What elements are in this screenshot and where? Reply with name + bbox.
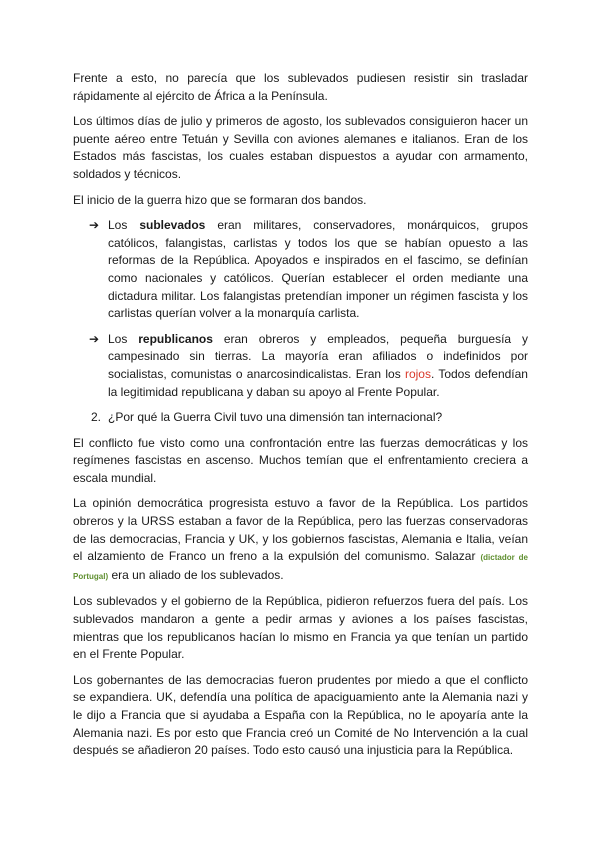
bullet-text: eran militares, conservadores, monárquicos, grupos católicos, falangistas, carlistas y todos los que se habían opuesto a las reformas de la República. Apoyados e inspirados en el fascimo, se definían como nacionales y católicos. Querían establecer el orden mediante una dictadura militar. Los falangistas pretendían imponer un régimen fascista y los carlistas querían volver a la monarquía carlista.	[108, 218, 528, 321]
bullet-keyword: sublevados	[139, 218, 206, 233]
question-text: ¿Por qué la Guerra Civil tuvo una dimensión tan internacional?	[108, 410, 443, 425]
arrow-bullet-icon: ➔	[89, 218, 100, 233]
paragraph-6: Los sublevados y el gobierno de la República, pidieron refuerzos fuera del país. Los sublevados mandaron a gente a pedir armas y aviones a los países fascistas, mientras que los republicanos hacían lo mismo en Francia ya que tenían un partido en el Frente Popular.	[73, 594, 528, 662]
question-heading	[73, 409, 528, 427]
highlight-rojos: rojos	[404, 366, 431, 381]
paragraph-5	[73, 495, 528, 585]
bullet-republicanos	[73, 331, 528, 401]
paragraph-5-text: La opinión democrática progresista estuvo a favor de la República. Los partidos obreros y la URSS estaban a favor de la República, pero las fuerzas conservadoras de las democracias, Francia y UK, y los gobiernos fascistas, Alemania e Italia, veían el alzamiento de Franco un freno a la expulsión del comunismo. Salazar	[73, 496, 528, 564]
arrow-bullet-icon: ➔	[89, 331, 100, 346]
bullet-list	[73, 217, 528, 401]
paragraph-3: El inicio de la guerra hizo que se formaran dos bandos.	[73, 192, 367, 207]
paragraph-4: El conflicto fue visto como una confrontación entre las fuerzas democráticas y los regímenes fascistas en ascenso. Muchos temían que el enfrentamiento creciera a escala mundial.	[73, 435, 528, 485]
bullet-lead: Los	[108, 331, 128, 346]
question-number: 2.	[91, 410, 102, 425]
bullet-keyword: republicanos	[138, 331, 213, 346]
note-dictador-portugal: (dictador de Portugal)	[73, 553, 528, 581]
paragraph-1: Frente a esto, no parecía que los sublevados pudiesen resistir sin trasladar rápidamente al ejército de África a la Península.	[73, 71, 528, 103]
bullet-text-after: . Todos defendían la legitimidad republicana y daban su apoyo al Frente Popular.	[108, 366, 528, 399]
bullet-sublevados	[73, 217, 528, 323]
paragraph-7: Los gobernantes de las democracias fueron prudentes por miedo a que el conflicto se expandiera. UK, defendía una política de apaciguamiento ante la Alemania nazi y le dijo a Francia que si ayudaba a España con la República, no le apoyaría ante la Alemania nazi. Es por esto que Francia creó un Comité de No Intervención a la cual después se añadieron 20 países. Todo esto causó una injusticia para la República.	[73, 672, 528, 758]
paragraph-2: Los últimos días de julio y primeros de agosto, los sublevados consiguieron hacer un puente aéreo entre Tetuán y Sevilla con aviones alemanes e italianos. Eran de los Estados más fascistas, los cuales estaban dispuestos a ayudar con armamento, soldados y técnicos.	[73, 114, 528, 181]
bullet-lead: Los	[108, 218, 128, 233]
paragraph-5-end: era un aliado de los sublevados.	[111, 567, 284, 582]
bullet-text-before: eran obreros y empleados, pequeña burguesía y campesinado sin tierras. La mayoría eran afiliados o indefinidos por socialistas, comunistas o anarcosindicalistas. Eran los	[108, 331, 528, 381]
document-page	[73, 70, 528, 768]
